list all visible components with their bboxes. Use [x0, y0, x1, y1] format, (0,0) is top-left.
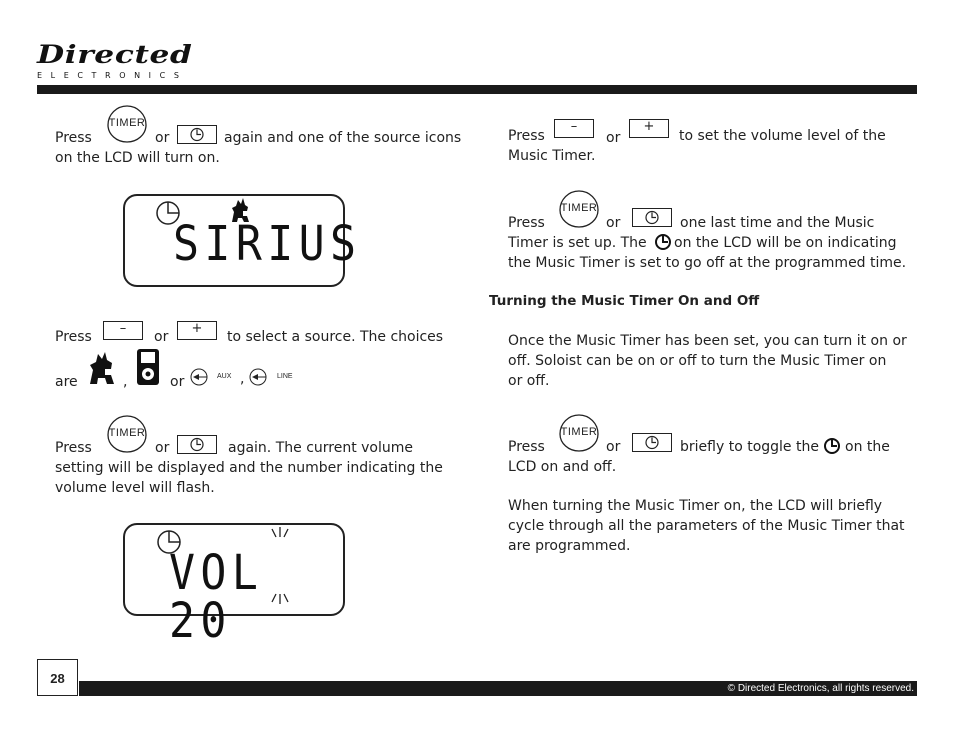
left-p2-or2: or — [170, 374, 185, 390]
lcd-text: SIRIUS — [173, 216, 362, 272]
left-p1-or: or — [155, 130, 170, 146]
clock-button — [632, 208, 672, 227]
lcd-text: VOL 20 — [169, 545, 264, 649]
clock-button — [632, 433, 672, 452]
clock-button — [177, 125, 217, 144]
right-p1-press: Press — [508, 128, 545, 144]
right-p2-press: Press — [508, 215, 545, 231]
timer-button-label: TIMER — [108, 117, 146, 129]
right-p5-line3: are programmed. — [508, 538, 631, 554]
timer-button — [105, 413, 149, 457]
line-input-icon — [249, 368, 275, 386]
minus-button-label: – — [570, 119, 578, 134]
right-p4-or: or — [606, 439, 621, 455]
lcd-display-sirius — [123, 194, 362, 287]
right-p2-line2a: Timer is set up. The — [508, 235, 647, 251]
left-p2-or: or — [154, 329, 169, 345]
section-heading: Turning the Music Timer On and Off — [489, 293, 760, 309]
timer-button — [557, 412, 601, 456]
right-p2-rest: one last time and the Music — [680, 215, 875, 231]
plus-button — [629, 119, 669, 138]
right-p4-line2: LCD on and off. — [508, 459, 617, 475]
right-p1-or: or — [606, 130, 621, 146]
logo-subtitle: ELECTRONICS — [37, 71, 188, 80]
page-number: 28 — [37, 659, 78, 696]
clock-icon — [178, 436, 216, 453]
clock-icon — [654, 233, 672, 251]
right-p3-line3: or off. — [508, 373, 550, 389]
ipod-icon — [136, 348, 160, 386]
right-p2-line3: the Music Timer is set to go off at the programmed time. — [508, 255, 907, 271]
left-p3-or: or — [155, 440, 170, 456]
left-p3-line3: volume level will flash. — [55, 480, 215, 496]
plus-button-label: + — [191, 321, 203, 336]
flash-indicator-icon — [268, 588, 292, 608]
copyright-notice: © Directed Electronics, all rights reserved. — [727, 683, 914, 694]
minus-button — [554, 119, 594, 138]
left-p2-press: Press — [55, 329, 92, 345]
right-p4-rest2: on the — [845, 439, 890, 455]
right-p5-line2: cycle through all the parameters of the Music Timer that — [508, 518, 905, 534]
clock-icon — [633, 434, 671, 451]
right-p3-line1: Once the Music Timer has been set, you can turn it on or — [508, 333, 907, 349]
timer-button-label: TIMER — [560, 202, 598, 214]
left-p1-line2: on the LCD will turn on. — [55, 150, 220, 166]
timer-button — [105, 103, 149, 147]
right-p3-line2: off. Soloist can be on or off to turn the Music Timer on — [508, 353, 887, 369]
logo-wordmark: Directed — [37, 40, 193, 69]
left-p3-rest: again. The current volume — [228, 440, 414, 456]
right-p2-or: or — [606, 215, 621, 231]
left-p2-comma2: , — [240, 371, 245, 387]
clock-icon — [823, 437, 841, 455]
right-p2-line2b: on the LCD will be on indicating — [674, 235, 897, 251]
clock-icon — [178, 126, 216, 143]
clock-icon — [633, 209, 671, 226]
lcd-display-volume — [123, 523, 345, 649]
aux-label: AUX — [217, 373, 232, 380]
line-label: LINE — [277, 373, 293, 380]
left-p2-are: are — [55, 374, 78, 390]
sirius-dog-icon — [87, 350, 119, 386]
left-p2-comma: , — [123, 374, 128, 390]
timer-button-label: TIMER — [108, 427, 146, 439]
right-p1-rest: to set the volume level of the — [679, 128, 886, 144]
right-p4-rest: briefly to toggle the — [680, 439, 819, 455]
timer-button-label: TIMER — [560, 426, 598, 438]
clock-button — [177, 435, 217, 454]
plus-button-label: + — [643, 119, 655, 134]
left-p2-rest: to select a source. The choices — [227, 329, 444, 345]
left-p1-rest: again and one of the source icons — [224, 130, 462, 146]
right-p5-line1: When turning the Music Timer on, the LCD will briefly — [508, 498, 883, 514]
aux-input-icon — [190, 368, 216, 386]
right-p4-press: Press — [508, 439, 545, 455]
right-p1-line2: Music Timer. — [508, 148, 596, 164]
header-rule — [37, 85, 917, 94]
minus-button-label: – — [119, 321, 127, 336]
flash-indicator-icon — [268, 525, 292, 545]
timer-button — [557, 188, 601, 232]
left-p1-press: Press — [55, 130, 92, 146]
left-p3-press: Press — [55, 440, 92, 456]
plus-button — [177, 321, 217, 340]
left-p3-line2: setting will be displayed and the number indicating the — [55, 460, 443, 476]
minus-button — [103, 321, 143, 340]
brand-logo — [37, 40, 193, 80]
